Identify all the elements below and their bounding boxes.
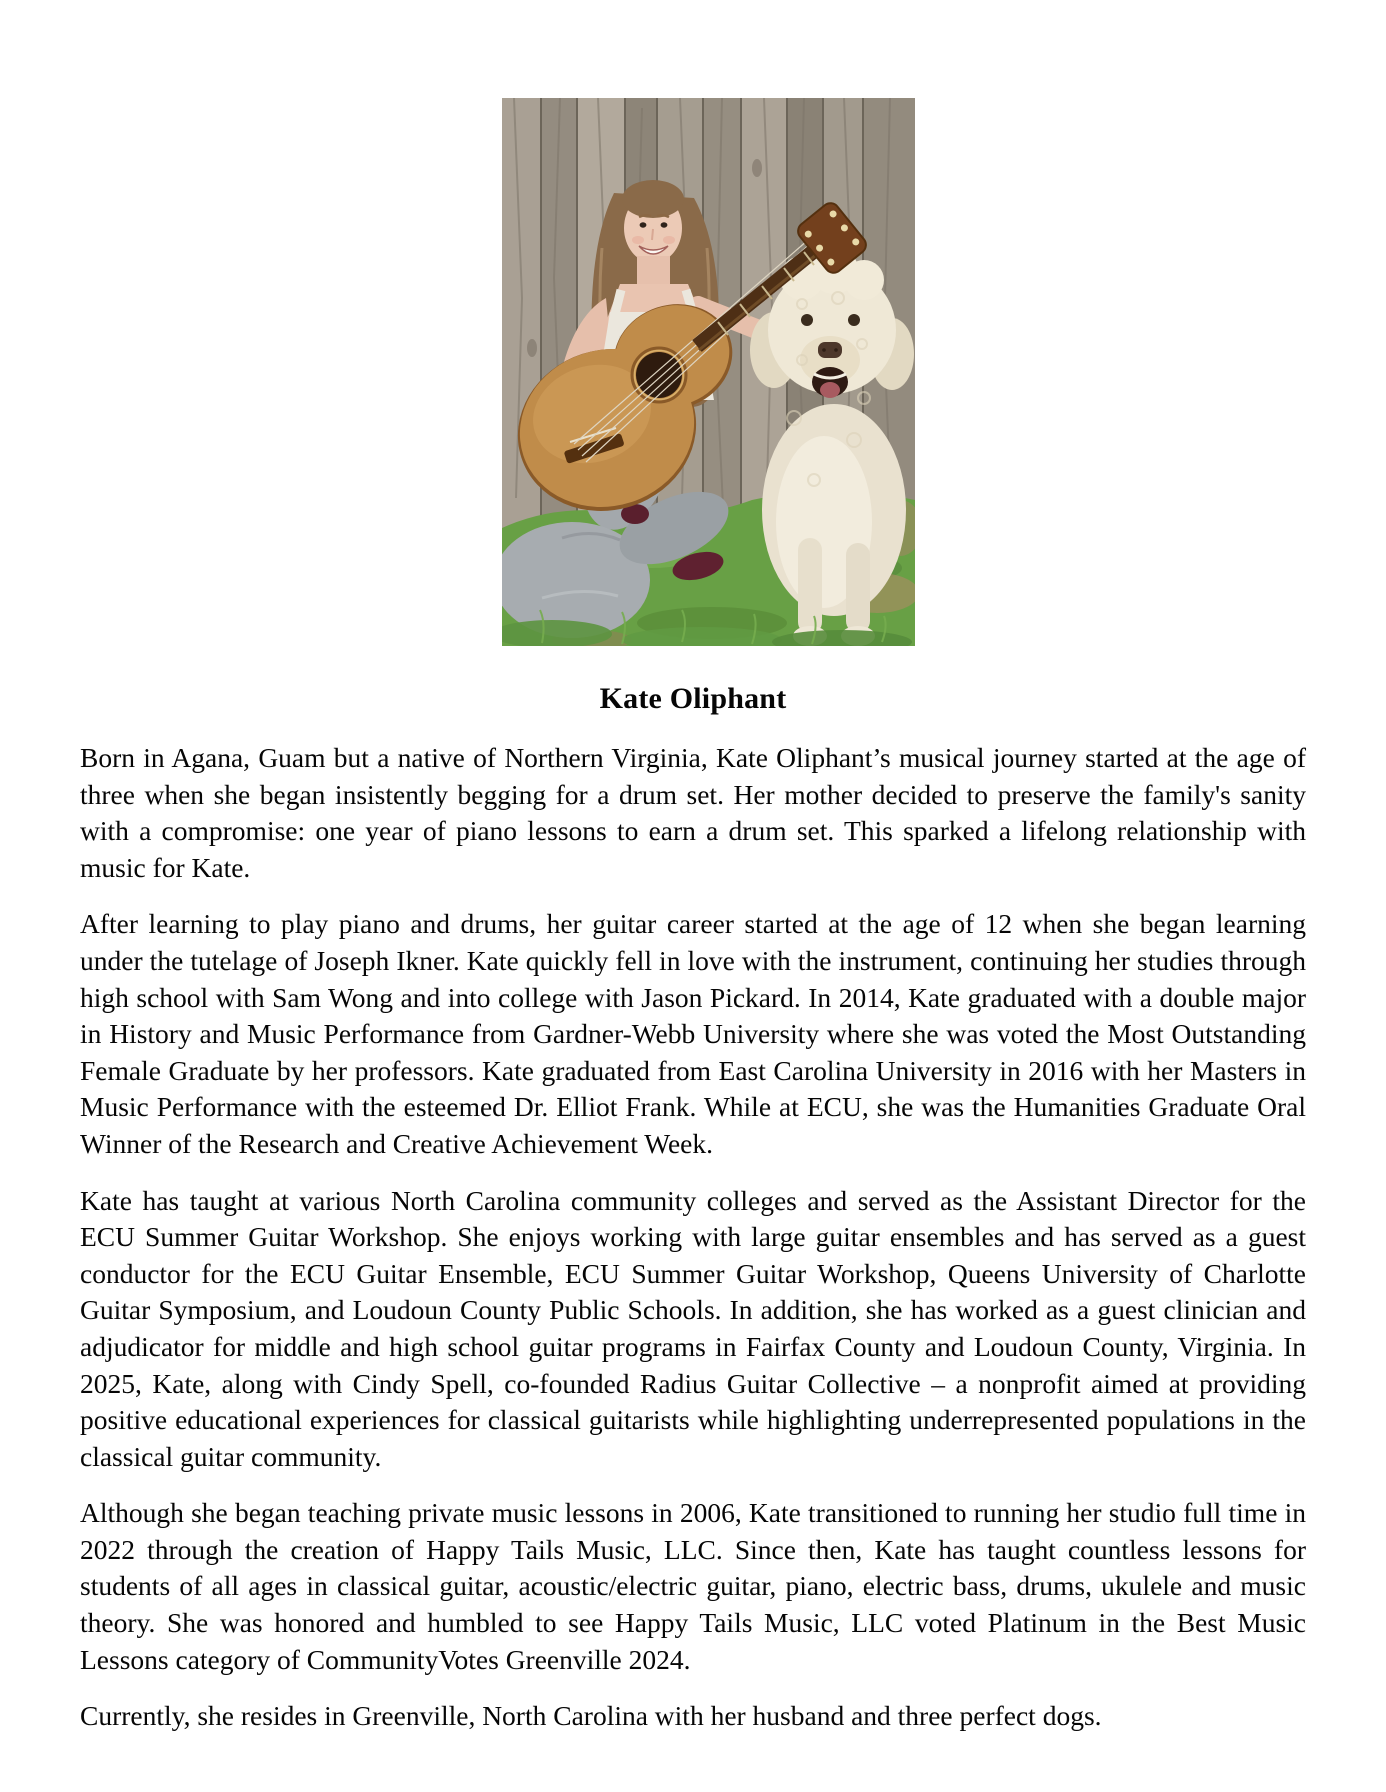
bio-paragraph-2: After learning to play piano and drums, her guitar career started at the age of 12 when she began learning under the tutelage of Joseph Ikner. Kate quickly fell in love with the instrument, continuing her studies through high school with Sam Wong and into college with Jason Pickard. In 2014, Kate graduated with a double major in History and Music Performance from Gardner-Webb University where she was voted the Most Outstanding Female Graduate by her professors. Kate graduated from East Carolina University in 2016 with her Masters in Music Performance with the esteemed Dr. Elliot Frank. While at ECU, she was the Humanities Graduate Oral Winner of the Research and Creative Achievement Week. xyxy=(80,908,1306,1159)
page-title: Kate Oliphant xyxy=(599,682,787,715)
bio-paragraph-5: Currently, she resides in Greenville, North Carolina with her husband and three perfect dogs. xyxy=(80,1700,1102,1732)
document-page xyxy=(0,98,1386,1792)
biography-text xyxy=(80,740,1306,1735)
bio-photo xyxy=(502,98,915,646)
bio-paragraph-3: Kate has taught at various North Carolina community colleges and served as the Assistant Director for the ECU Summer Guitar Workshop. She enjoys working with large guitar ensembles and has served as a guest conductor for the ECU Guitar Ensemble, ECU Summer Guitar Workshop, Queens University of Charlotte Guitar Symposium, and Loudoun County Public Schools. In addition, she has worked as a guest clinician and adjudicator for middle and high school guitar programs in Fairfax County and Loudoun County, Virginia. In 2025, Kate, along with Cindy Spell, co-founded Radius Guitar Collective – a nonprofit aimed at providing positive educational experiences for classical guitarists while highlighting underrepresented populations in the classical guitar community. xyxy=(80,1184,1306,1472)
bio-photo-image xyxy=(502,98,915,646)
bio-paragraph-1: Born in Agana, Guam but a native of Northern Virginia, Kate Oliphant’s musical journey started at the age of three when she began insistently begging for a drum set. Her mother decided to preserve the family's sanity with a compromise: one year of piano lessons to earn a drum set. This sparked a lifelong relationship with music for Kate. xyxy=(80,742,1306,883)
bio-paragraph-4: Although she began teaching private music lessons in 2006, Kate transitioned to running her studio full time in 2022 through the creation of Happy Tails Music, LLC. Since then, Kate has taught countless lessons for students of all ages in classical guitar, acoustic/electric guitar, piano, electric bass, drums, ukulele and music theory. She was honored and humbled to see Happy Tails Music, LLC voted Platinum in the Best Music Lessons category of CommunityVotes Greenville 2024. xyxy=(80,1497,1306,1675)
